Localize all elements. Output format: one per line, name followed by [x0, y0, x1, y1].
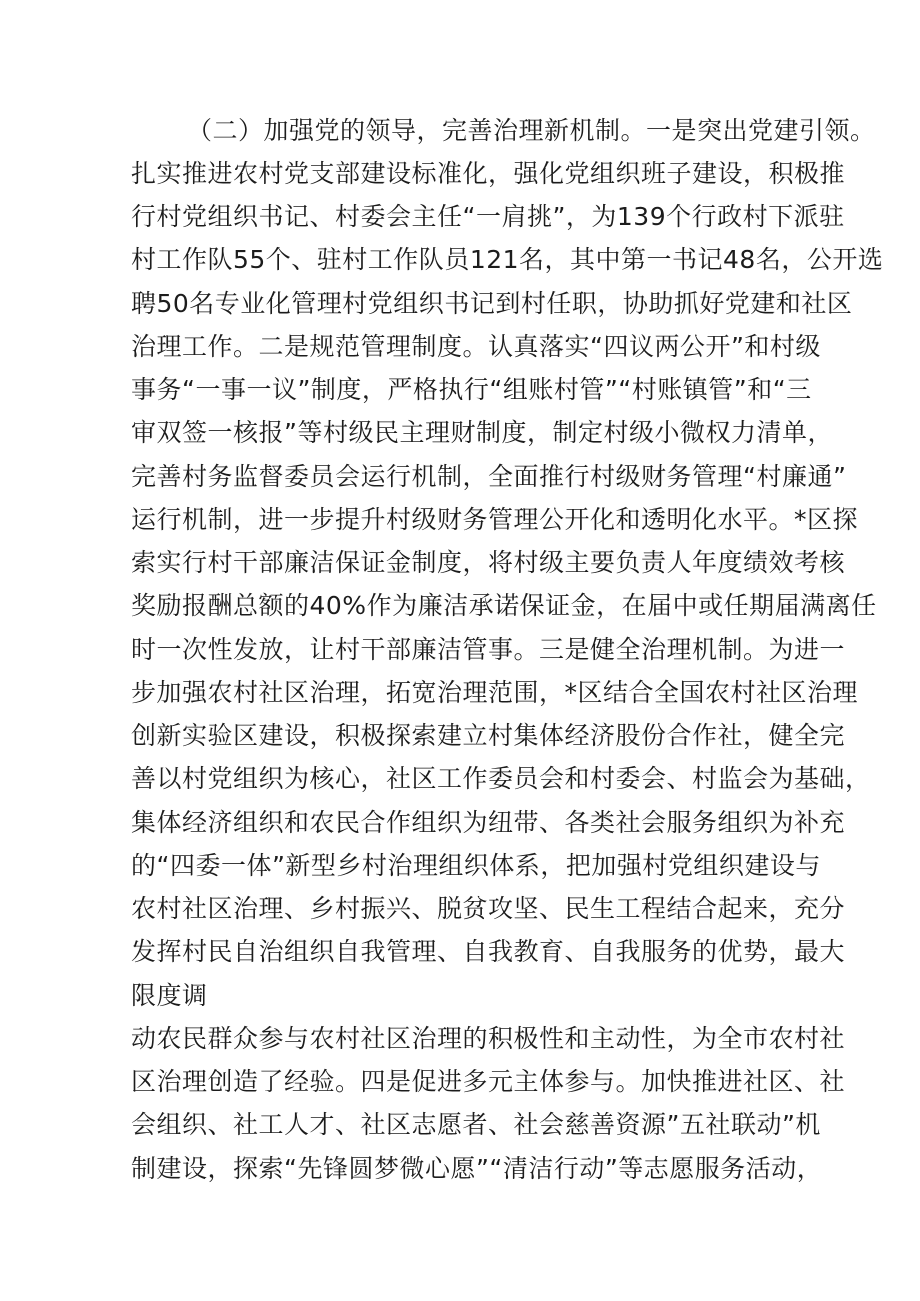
- paragraph-line: 时一次性发放，让村干部廉洁管事。三是健全治理机制。为进一: [131, 635, 846, 664]
- paragraph-line: 扎实推进农村党支部建设标准化，强化党组织班子建设，积极推: [131, 159, 846, 188]
- paragraph-line: 善以村党组织为核心，社区工作委员会和村委会、村监会为基础，: [131, 764, 871, 793]
- paragraph-line: 制建设，探索“先锋圆梦微心愿”“清洁行动”等志愿服务活动，: [131, 1154, 823, 1183]
- paragraph-line: 审双签一核报”等村级民主理财制度，制定村级小微权力清单，: [131, 418, 833, 447]
- paragraph-line: 奖励报酬总额的40%作为廉洁承诺保证金，在届中或任期届满离任: [131, 591, 877, 620]
- paragraph-line: 集体经济组织和农民合作组织为纽带、各类社会服务组织为补充: [131, 808, 846, 837]
- paragraph-line: 行村党组织书记、村委会主任“一肩挑”，为139个行政村下派驻: [131, 202, 845, 231]
- paragraph-line: 步加强农村社区治理，拓宽治理范围，*区结合全国农村社区治理: [131, 678, 859, 707]
- paragraph-line: 完善村务监督委员会运行机制，全面推行村级财务管理“村廉通”: [131, 462, 847, 491]
- paragraph-line: 事务“一事一议”制度，严格执行“组账村管”“村账镇管”和“三: [131, 375, 812, 404]
- paragraph-line: 创新实验区建设，积极探索建立村集体经济股份合作社，健全完: [131, 721, 846, 750]
- paragraph-line: 运行机制，进一步提升村级财务管理公开化和透明化水平。*区探: [131, 505, 859, 534]
- paragraph-line: （二）加强党的领导，完善治理新机制。一是突出党建引领。: [187, 116, 876, 145]
- paragraph-line: 动农民群众参与农村社区治理的积极性和主动性，为全市农村社: [131, 1024, 846, 1053]
- paragraph-line: 农村社区治理、乡村振兴、脱贫攻坚、民生工程结合起来，充分: [131, 894, 846, 923]
- paragraph-line: 聘50名专业化管理村党组织书记到村任职，协助抓好党建和社区: [131, 289, 853, 318]
- paragraph-line: 的“四委一体”新型乡村治理组织体系，把加强村党组织建设与: [131, 851, 821, 880]
- paragraph-line: 区治理创造了经验。四是促进多元主体参与。加快推进社区、社: [131, 1067, 846, 1096]
- paragraph-line: 发挥村民自治组织自我管理、自我教育、自我服务的优势，最大: [131, 937, 846, 966]
- paragraph-line: 限度调: [131, 981, 208, 1010]
- paragraph-line: 村工作队55个、驻村工作队员121名，其中第一书记48名，公开选: [131, 245, 884, 274]
- paragraph-line: 会组织、社工人才、社区志愿者、社会慈善资源”五社联动”机: [131, 1110, 821, 1139]
- paragraph-line: 治理工作。二是规范管理制度。认真落实“四议两公开”和村级: [131, 332, 821, 361]
- paragraph-line: 索实行村干部廉洁保证金制度，将村级主要负责人年度绩效考核: [131, 548, 846, 577]
